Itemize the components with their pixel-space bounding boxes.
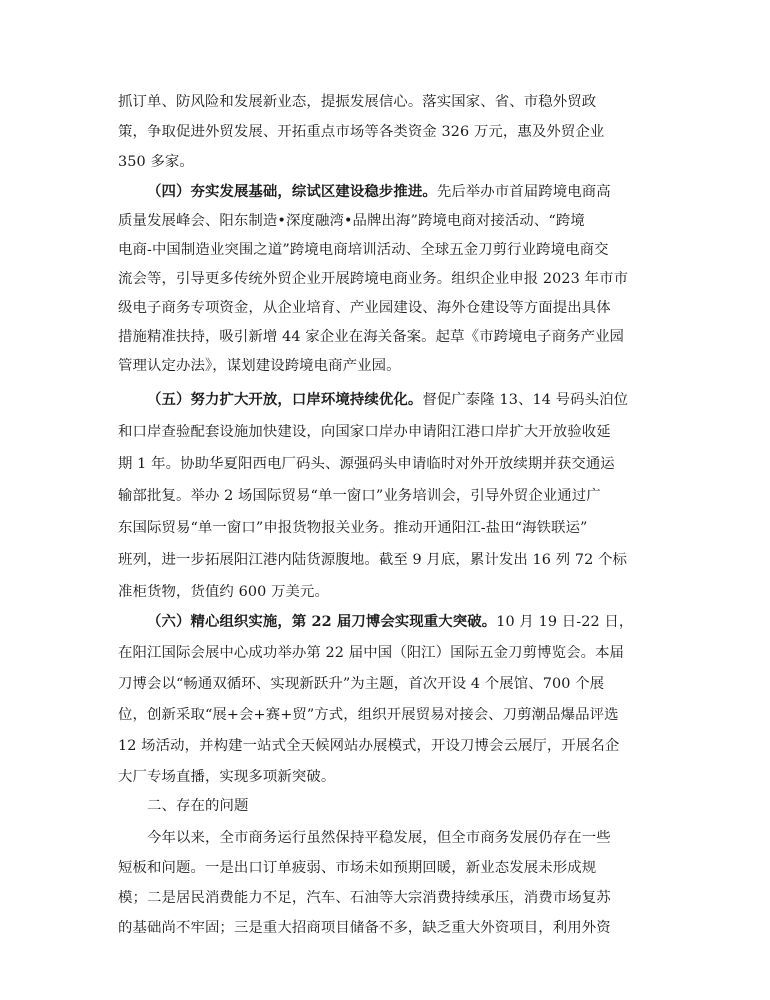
problems-line-4: 的基础尚不牢固；三是重大招商项目储备不多，缺乏重大外资项目，利用外资 — [118, 920, 611, 936]
section5-line-7: 准柜货物，货值约 600 万美元。 — [118, 584, 330, 600]
section6-line-5: 12 场活动，并构建一站式全天候网站办展模式，开设刀博会云展厅，开展名企 — [118, 738, 620, 754]
intro-line-1: 抓订单、防风险和发展新业态，提振发展信心。落实国家、省、市稳外贸政 — [118, 94, 597, 110]
problems-line-2: 短板和问题。一是出口订单疲弱、市场未如预期回暖，新业态发展未形成规 — [118, 860, 597, 876]
section4-heading: （四）夯实发展基础，综试区建设稳步推进。 — [147, 183, 437, 200]
intro-line-2: 策，争取促进外贸发展、开拓重点市场等各类资金 326 万元，惠及外贸企业 — [118, 124, 605, 140]
section6-line-6: 大厂专场直播，实现多项新突破。 — [118, 769, 336, 785]
problems-heading: 二、存在的问题 — [147, 798, 249, 814]
section4-line-6: 措施精准扶持，吸引新增 44 家企业在海关备案。起草《市跨境电子商务产业园 — [118, 329, 625, 345]
section4-first-line — [147, 182, 611, 202]
section4-line-5: 级电子商务专项资金，从企业培育、产业园建设、海外仓建设等方面提出具体 — [118, 300, 611, 316]
section4-line-2: 质量发展峰会、阳东制造•深度融湾•品牌出海”跨境电商对接活动、“跨境 — [118, 213, 585, 229]
section4-line-1: 先后举办市首届跨境电商高 — [436, 184, 611, 200]
section5-line-5: 东国际贸易“单一窗口”申报货物报关业务。推动开通阳江-盐田“海铁联运” — [118, 520, 588, 536]
section4-line-4: 流会等，引导更多传统外贸企业开展跨境电商业务。组织企业申报 2023 年市市 — [118, 271, 629, 287]
section6-line-4: 位，创新采取“展+会+赛+贸”方式，组织开展贸易对接会、刀剪潮品爆品评选 — [118, 707, 619, 723]
section5-line-6: 班列，进一步拓展阳江港内陆货源腹地。截至 9 月底，累计发出 16 列 72 个标 — [118, 552, 628, 568]
section5-line-2: 和口岸查验配套设施加快建设，向国家口岸办申请阳江港口岸扩大开放验收延 — [118, 424, 611, 440]
section6-line-3: 刀博会以“畅通双循环、实现新跃升”为主题，首次开设 4 个展馆、700 个展 — [118, 676, 605, 692]
problems-line-3: 模；二是居民消费能力不足，汽车、石油等大宗消费持续承压，消费市场复苏 — [118, 890, 611, 906]
problems-line-1: 今年以来，全市商务运行虽然保持平稳发展，但全市商务发展仍存在一些 — [147, 830, 611, 846]
intro-line-3: 350 多家。 — [118, 154, 194, 170]
section6-line-1: 10 月 19 日-22 日， — [496, 614, 634, 630]
section6-first-line — [147, 612, 633, 632]
section5-line-1: 督促广泰隆 13、14 号码头泊位 — [422, 392, 629, 408]
section4-line-3: 电商-中国制造业突围之道”跨境电商培训活动、全球五金刀剪行业跨境电商交 — [118, 242, 609, 258]
section5-line-3: 期 1 年。协助华夏阳西电厂码头、源强码头申请临时对外开放续期并获交通运 — [118, 456, 615, 472]
section6-line-2: 在阳江国际会展中心成功举办第 22 届中国（阳江）国际五金刀剪博览会。本届 — [118, 645, 625, 661]
section5-heading: （五）努力扩大开放，口岸环境持续优化。 — [147, 391, 423, 408]
section5-first-line — [147, 390, 628, 410]
section6-heading: （六）精心组织实施，第 22 届刀博会实现重大突破。 — [147, 613, 497, 630]
section4-line-7: 管理认定办法》，谋划建设跨境电商产业园。 — [118, 358, 401, 374]
section5-line-4: 输部批复。举办 2 场国际贸易“单一窗口”业务培训会，引导外贸企业通过广 — [118, 488, 601, 504]
